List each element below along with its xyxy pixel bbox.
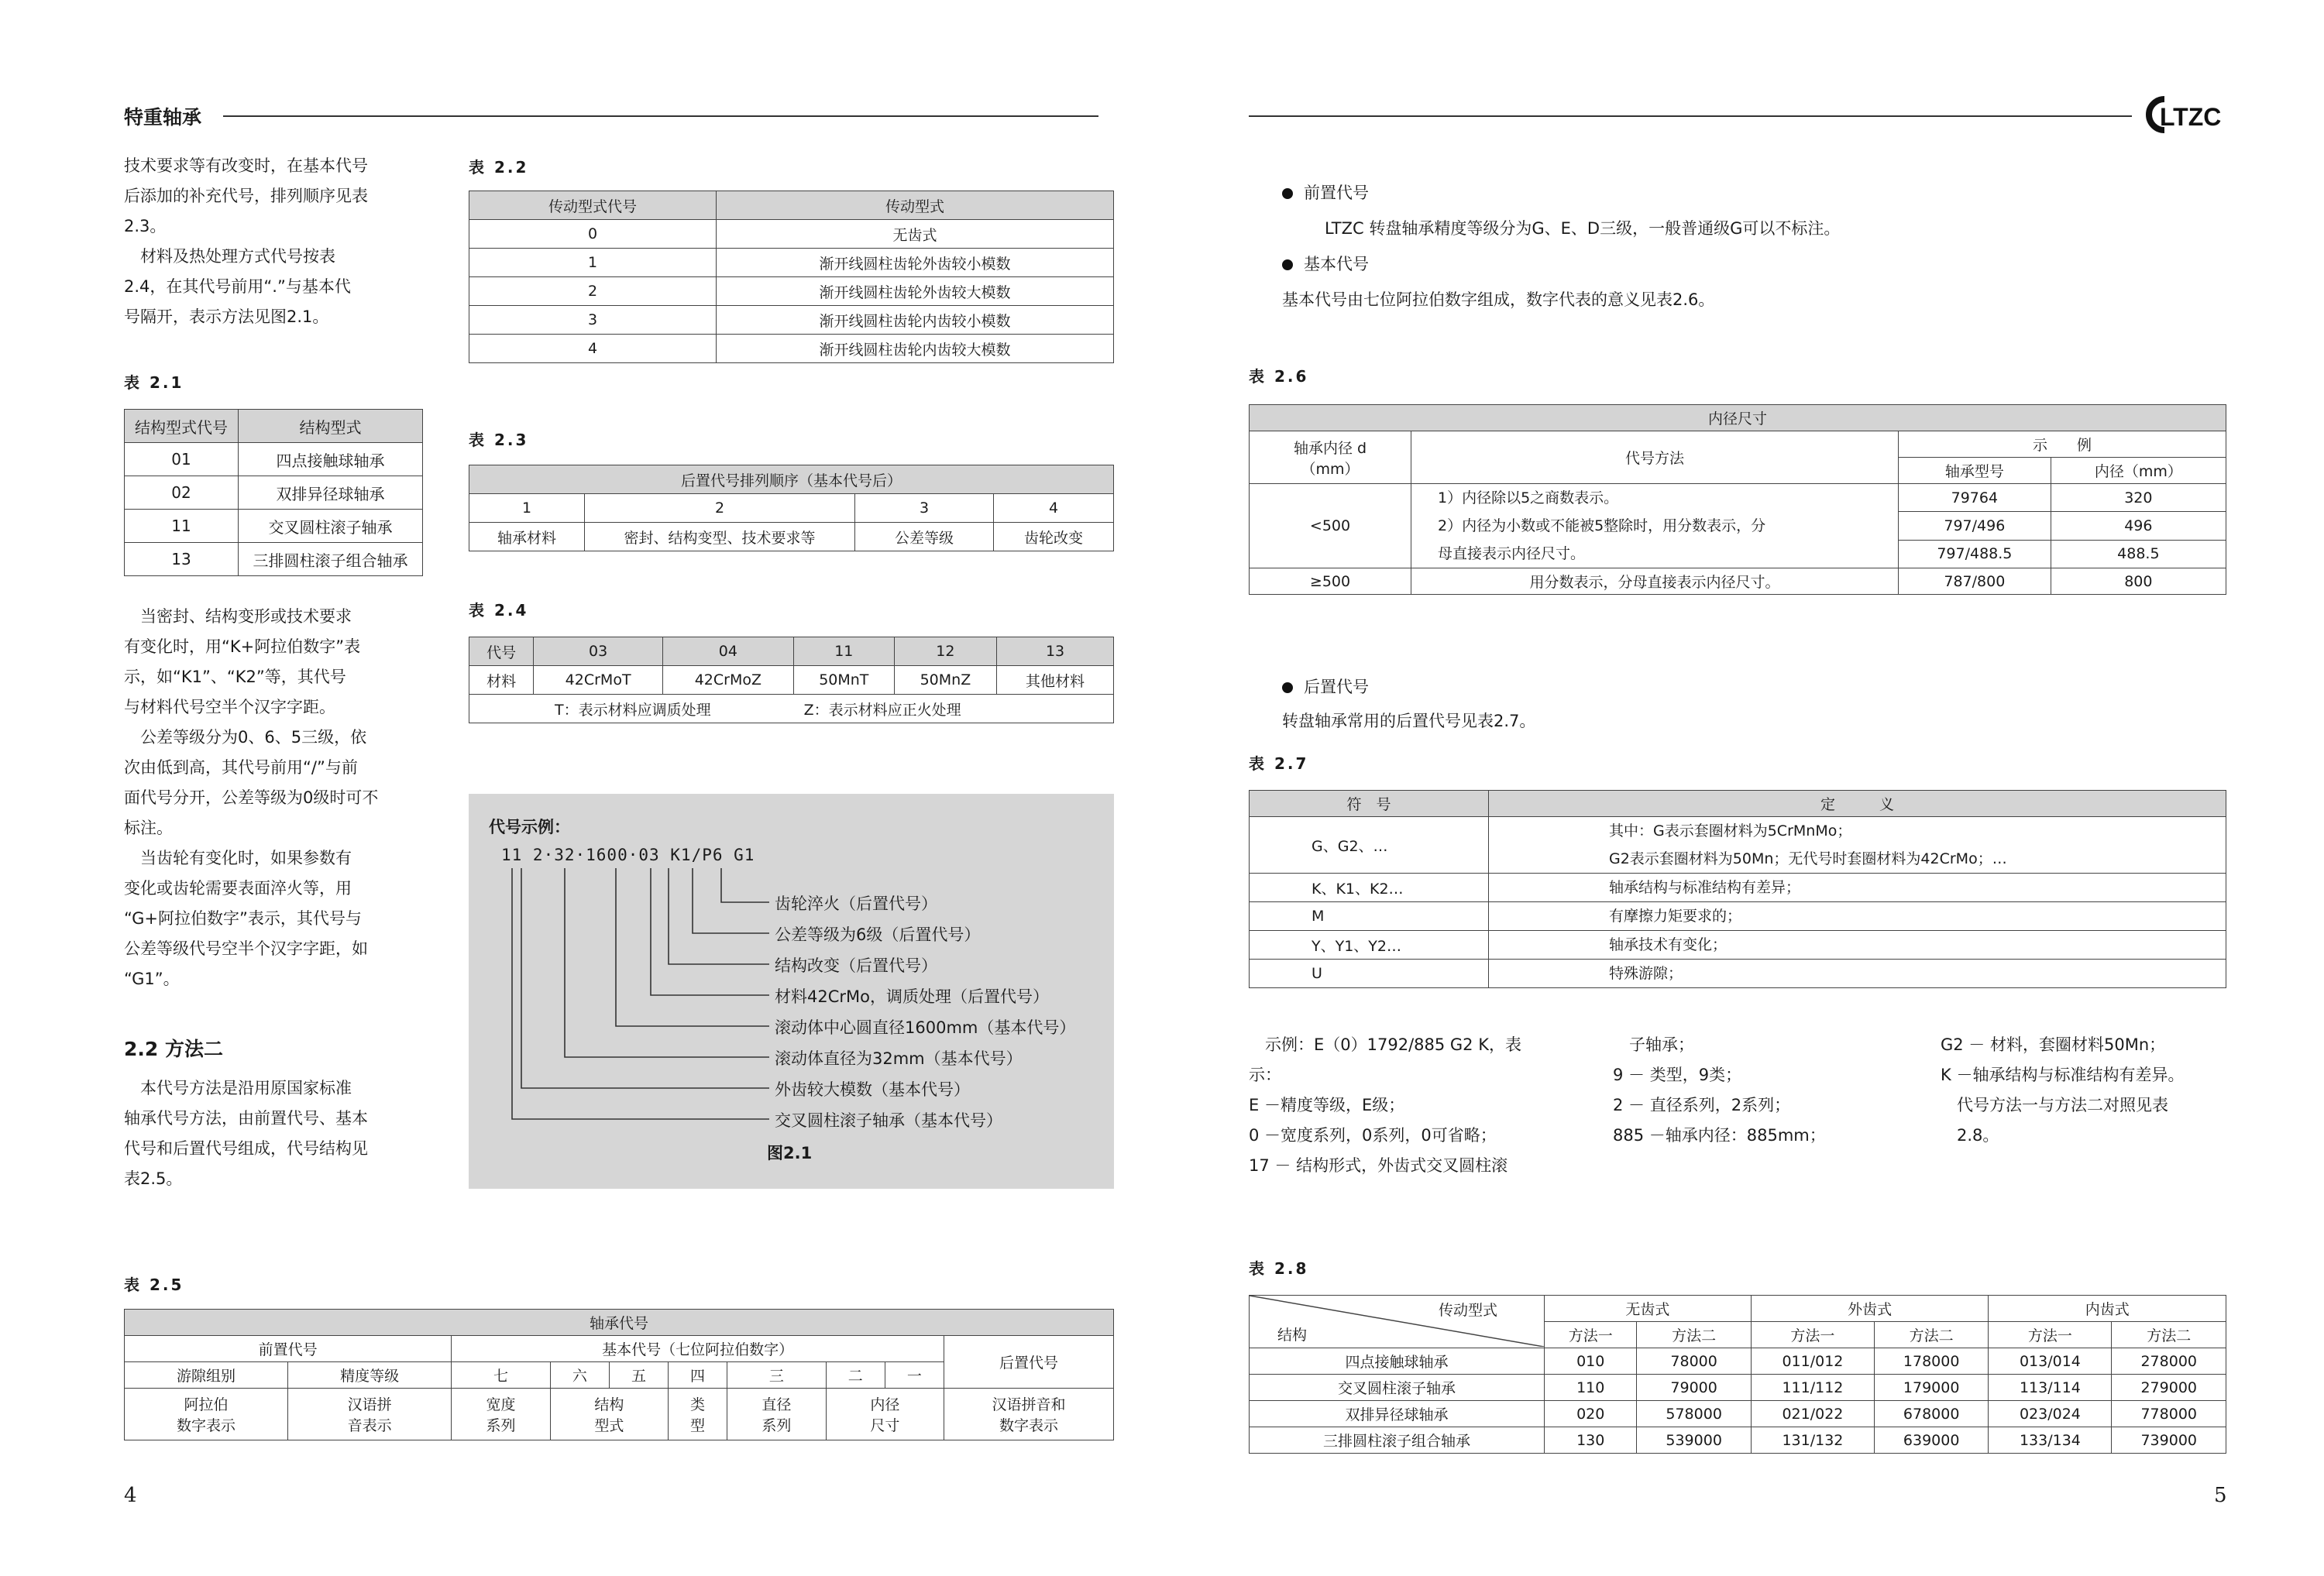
table-cell: 010 — [1545, 1348, 1637, 1375]
table-header-cell: 外齿式 — [1751, 1296, 1989, 1322]
figure-code: 11 2·32·1600·03 K1/P6 G1 — [501, 846, 755, 864]
table-cell: 011/012 — [1751, 1348, 1874, 1375]
table-cell: 直径 系列 — [727, 1389, 827, 1440]
text-line: 代号方法一与方法二对照见表 — [1941, 1096, 2168, 1114]
table-cell: 特殊游隙； — [1489, 960, 2226, 988]
table-cell: 320 — [2051, 484, 2226, 512]
table-cell: 结构 型式 — [550, 1389, 668, 1440]
table-cell: 轴承材料 — [469, 523, 585, 551]
suffix-bullet: 后置代号 — [1282, 672, 1369, 702]
table-cell: 2 — [585, 494, 855, 523]
table-cell: 800 — [2051, 568, 2226, 595]
table-row — [1250, 791, 2226, 817]
table-header-cell: 轴承代号 — [125, 1310, 1114, 1336]
text-line: 本代号方法是沿用原国家标准 — [124, 1079, 352, 1097]
text-line: E －精度等级，E级； — [1249, 1096, 1405, 1114]
corner-cell — [1250, 1296, 1545, 1348]
section-heading: 2.2 方法二 — [124, 1038, 223, 1060]
table-2-5 — [124, 1309, 1114, 1440]
table-row — [1250, 1427, 2226, 1454]
table-cell: 轴承技术有变化； — [1489, 931, 2226, 960]
table-2-2 — [469, 191, 1114, 363]
table-header-cell: 方法二 — [2112, 1322, 2226, 1348]
text-line: “G+阿拉伯数字”表示，其代号与 — [124, 909, 362, 928]
table-cell: 130 — [1545, 1427, 1637, 1454]
table-cell: 279000 — [2112, 1375, 2226, 1401]
table-cell: 二 — [826, 1362, 885, 1389]
table-cell: 1）内径除以5之商数表示。 2）内径为小数或不能被5整除时，用分数表示，分 母直接表示内径尺寸。 — [1411, 484, 1899, 568]
table-cell: 渐开线圆柱齿轮内齿较大模数 — [717, 335, 1114, 363]
text-line: 示，如“K1”、“K2”等，其代号 — [124, 668, 346, 686]
table-header-cell: 传动型式 — [717, 191, 1114, 220]
table-row — [1250, 1375, 2226, 1401]
table-row — [125, 1389, 1114, 1440]
table-cell: 汉语拼音和 数字表示 — [944, 1389, 1114, 1440]
table-cell: 示 例 — [1899, 431, 2226, 458]
basic-text: 基本代号由七位阿拉伯数字组成，数字代表的意义见表2.6。 — [1282, 290, 1715, 309]
table-cell: 797/496 — [1899, 512, 2051, 540]
table-2-7-caption: 表 2.7 — [1249, 754, 1309, 773]
table-cell: 50MnT — [793, 666, 894, 695]
figure-label: 齿轮淬火（后置代号） — [775, 894, 937, 913]
table-header-cell: 后置代号排列顺序（基本代号后） — [469, 465, 1114, 494]
text-line: 技术要求等有改变时，在基本代号 — [124, 156, 368, 175]
table-cell: ≥500 — [1250, 568, 1411, 595]
table-row — [1250, 431, 2226, 458]
basic-bullet: 基本代号 — [1282, 249, 1369, 280]
text-line: 有变化时，用“K+阿拉伯数字”表 — [124, 637, 361, 656]
example-column-3 — [1941, 1030, 2235, 1151]
table-cell: 其中：G表示套圈材料为5CrMnMo； G2表示套圈材料为50Mn；无代号时套圈材料为42CrMo；… — [1489, 817, 2226, 874]
table-row — [1250, 1296, 2226, 1322]
table-cell: 1 — [469, 249, 717, 277]
text-line: 面代号分开，公差等级为0级时可不 — [124, 788, 379, 807]
table-row — [469, 695, 1114, 723]
table-cell: 渐开线圆柱齿轮内齿较小模数 — [717, 306, 1114, 335]
text-line: 当密封、结构变形或技术要求 — [124, 607, 352, 626]
table-2-6-caption: 表 2.6 — [1249, 367, 1309, 386]
table-cell: G、G2、… — [1250, 817, 1489, 874]
figure-title: 代号示例： — [489, 818, 570, 836]
table-header-cell: 方法一 — [1989, 1322, 2112, 1348]
table-cell: 其他材料 — [997, 666, 1114, 695]
table-cell: 内径（mm） — [2051, 458, 2226, 484]
table-cell: 四点接触球轴承 — [1250, 1348, 1545, 1375]
table-cell: 13 — [125, 543, 239, 576]
table-cell: 639000 — [1874, 1427, 1988, 1454]
table-cell: 578000 — [1637, 1401, 1751, 1427]
table-header-cell: 结构型式代号 — [125, 410, 239, 443]
text-line: 后添加的补充代号，排列顺序见表 — [124, 187, 368, 205]
table-cell: 六 — [550, 1362, 609, 1389]
table-row — [469, 191, 1114, 220]
text-line: 2.8。 — [1941, 1126, 1999, 1145]
figure-label: 滚动体直径为32mm（基本代号） — [775, 1049, 1023, 1068]
text-line: 表2.5。 — [124, 1169, 183, 1188]
table-cell: 11 — [125, 510, 239, 543]
table-2-3 — [469, 465, 1114, 551]
table-cell: 五 — [609, 1362, 668, 1389]
table-cell: 113/114 — [1989, 1375, 2112, 1401]
text-line: 2.3。 — [124, 217, 167, 235]
table-cell: 79000 — [1637, 1375, 1751, 1401]
example-column-2 — [1613, 1030, 1923, 1151]
table-cell — [469, 695, 1114, 723]
table-row — [469, 277, 1114, 306]
table-cell: 双排异径球轴承 — [238, 476, 422, 510]
table-cell: 539000 — [1637, 1427, 1751, 1454]
table-cell: 前置代号 — [125, 1336, 452, 1362]
table-cell: 三排圆柱滚子组合轴承 — [1250, 1427, 1545, 1454]
table-row — [125, 510, 423, 543]
table-row — [1250, 817, 2226, 874]
example-column-1 — [1249, 1030, 1574, 1181]
table-cell: 021/022 — [1751, 1401, 1874, 1427]
table-header-cell: 11 — [793, 637, 894, 666]
table-row — [125, 543, 423, 576]
table-row — [469, 666, 1114, 695]
table-header-cell: 符 号 — [1250, 791, 1489, 817]
table-row — [125, 410, 423, 443]
table-cell: 渐开线圆柱齿轮外齿较小模数 — [717, 249, 1114, 277]
text-line: “G1”。 — [124, 970, 180, 988]
table-2-8 — [1249, 1295, 2226, 1454]
figure-label: 公差等级为6级（后置代号） — [775, 925, 981, 944]
table-cell: 778000 — [2112, 1401, 2226, 1427]
header-rule-right — [1249, 115, 2132, 117]
text-line: 公差等级分为0、6、5三级，依 — [124, 728, 367, 747]
table-cell: 020 — [1545, 1401, 1637, 1427]
table-cell: 013/014 — [1989, 1348, 2112, 1375]
table-header-cell: 内径尺寸 — [1250, 405, 2226, 431]
body-paragraph — [124, 602, 434, 994]
table-cell: 三 — [727, 1362, 827, 1389]
section-paragraph — [124, 1073, 434, 1194]
page-number-left: 4 — [124, 1484, 137, 1507]
table-row — [1250, 874, 2226, 902]
table-cell: 阿拉伯 数字表示 — [125, 1389, 288, 1440]
table-cell: 179000 — [1874, 1375, 1988, 1401]
bullet-icon — [1282, 188, 1293, 199]
text-line: 9 － 类型，9类； — [1613, 1066, 1742, 1084]
table-cell: 四 — [668, 1362, 727, 1389]
table-cell: 1 — [469, 494, 585, 523]
table-header-cell: 03 — [534, 637, 663, 666]
table-2-5-caption: 表 2.5 — [124, 1276, 184, 1294]
table-cell: 密封、结构变型、技术要求等 — [585, 523, 855, 551]
table-cell: 代号方法 — [1411, 431, 1899, 484]
table-cell: 488.5 — [2051, 540, 2226, 568]
table-row — [125, 1336, 1114, 1362]
table-cell: 交叉圆柱滚子轴承 — [238, 510, 422, 543]
note-z: Z：表示材料应正火处理 — [803, 701, 961, 719]
table-cell: 787/800 — [1899, 568, 2051, 595]
table-cell: Y、Y1、Y2… — [1250, 931, 1489, 960]
table-cell: 精度等级 — [288, 1362, 452, 1389]
table-2-4 — [469, 637, 1114, 723]
table-cell: 无齿式 — [717, 220, 1114, 249]
page-number-right: 5 — [2214, 1484, 2227, 1507]
figure-label: 交叉圆柱滚子轴承（基本代号） — [775, 1111, 1002, 1130]
table-row — [1250, 1348, 2226, 1375]
table-cell: 类 型 — [668, 1389, 727, 1440]
svg-text:LTZC: LTZC — [2160, 103, 2222, 131]
table-cell: 4 — [994, 494, 1114, 523]
figure-label: 滚动体中心圆直径1600mm（基本代号） — [775, 1018, 1076, 1037]
table-cell: 111/112 — [1751, 1375, 1874, 1401]
ltzc-logo — [2144, 93, 2223, 136]
table-header-cell: 12 — [894, 637, 996, 666]
table-header-cell: 方法二 — [1874, 1322, 1988, 1348]
figure-caption: 图2.1 — [767, 1144, 813, 1162]
table-header-cell: 结构型式 — [238, 410, 422, 443]
table-cell: 4 — [469, 335, 717, 363]
table-cell: 3 — [469, 306, 717, 335]
table-cell: 42CrMoZ — [662, 666, 793, 695]
text-line: 2.4，在其代号前用“.”与基本代 — [124, 277, 351, 296]
table-row — [1250, 931, 2226, 960]
table-cell: 七 — [452, 1362, 551, 1389]
text-line: 标注。 — [124, 819, 173, 837]
table-cell: 50MnZ — [894, 666, 996, 695]
table-cell: M — [1250, 902, 1489, 931]
table-cell: 游隙组别 — [125, 1362, 288, 1389]
table-cell: 有摩擦力矩要求的； — [1489, 902, 2226, 931]
table-row — [469, 220, 1114, 249]
table-cell: 01 — [125, 443, 239, 476]
table-header-cell: 13 — [997, 637, 1114, 666]
bullet-icon — [1282, 682, 1293, 693]
table-cell: 131/132 — [1751, 1427, 1874, 1454]
text-line: 示： — [1249, 1066, 1281, 1084]
text-line: 2 － 直径系列，2系列； — [1613, 1096, 1791, 1114]
table-header-cell: 04 — [662, 637, 793, 666]
table-cell: <500 — [1250, 484, 1411, 568]
table-cell: U — [1250, 960, 1489, 988]
header-rule — [223, 115, 1098, 117]
table-cell: 材料 — [469, 666, 534, 695]
text-line: 17 － 结构形式，外齿式交叉圆柱滚 — [1249, 1156, 1508, 1175]
table-header-cell: 方法一 — [1751, 1322, 1874, 1348]
table-cell: 双排异径球轴承 — [1250, 1401, 1545, 1427]
table-cell: 公差等级 — [855, 523, 994, 551]
intro-paragraph — [124, 151, 426, 332]
table-row — [125, 476, 423, 510]
table-cell: 后置代号 — [944, 1336, 1114, 1389]
table-cell: 齿轮改变 — [994, 523, 1114, 551]
text-line: 示例：E（0）1792/885 G2 K，表 — [1249, 1035, 1521, 1054]
table-row — [469, 494, 1114, 523]
table-2-3-caption: 表 2.3 — [469, 431, 529, 449]
table-row — [469, 465, 1114, 494]
table-row — [469, 306, 1114, 335]
table-cell: 交叉圆柱滚子轴承 — [1250, 1375, 1545, 1401]
table-cell: 2 — [469, 277, 717, 306]
table-header-cell: 传动型式代号 — [469, 191, 717, 220]
table-cell: 023/024 — [1989, 1401, 2112, 1427]
table-row — [125, 443, 423, 476]
table-cell: 133/134 — [1989, 1427, 2112, 1454]
text-line: 轴承代号方法，由前置代号、基本 — [124, 1109, 368, 1128]
prefix-bullet: 前置代号 — [1282, 178, 1369, 208]
table-cell: 178000 — [1874, 1348, 1988, 1375]
table-cell: 内径 尺寸 — [826, 1389, 944, 1440]
table-header-cell: 内齿式 — [1989, 1296, 2226, 1322]
table-cell: 278000 — [2112, 1348, 2226, 1375]
table-header-cell: 代号 — [469, 637, 534, 666]
text-line: K －轴承结构与标准结构有差异。 — [1941, 1066, 2185, 1084]
table-cell: 79764 — [1899, 484, 2051, 512]
table-row — [1250, 1401, 2226, 1427]
table-2-1-caption: 表 2.1 — [124, 373, 184, 392]
table-cell: 78000 — [1637, 1348, 1751, 1375]
table-cell: 轴承型号 — [1899, 458, 2051, 484]
table-row — [469, 523, 1114, 551]
text-line: 号隔开，表示方法见图2.1。 — [124, 307, 329, 326]
table-row — [1250, 484, 2226, 512]
table-cell: 496 — [2051, 512, 2226, 540]
table-2-1 — [124, 409, 423, 576]
suffix-text: 转盘轴承常用的后置代号见表2.7。 — [1282, 712, 1536, 730]
text-line: 变化或齿轮需要表面淬火等，用 — [124, 879, 352, 898]
corner-bottom-label: 结构 — [1277, 1327, 1308, 1344]
text-line: 材料及热处理方式代号按表 — [124, 247, 335, 266]
table-header-cell: 方法一 — [1545, 1322, 1637, 1348]
text-line: 当齿轮有变化时，如果参数有 — [124, 849, 352, 867]
table-cell: K、K1、K2… — [1250, 874, 1489, 902]
table-row — [125, 1310, 1114, 1336]
table-cell: 三排圆柱滚子组合轴承 — [238, 543, 422, 576]
table-row — [1250, 902, 2226, 931]
table-cell: 一 — [885, 1362, 944, 1389]
text-line: 次由低到高，其代号前用“/”与前 — [124, 758, 358, 777]
text-line: 公差等级代号空半个汉字字距，如 — [124, 939, 368, 958]
table-cell: 02 — [125, 476, 239, 510]
table-header-cell: 方法二 — [1637, 1322, 1751, 1348]
table-2-2-caption: 表 2.2 — [469, 158, 529, 177]
table-row — [1250, 405, 2226, 431]
note-t: T：表示材料应调质处理 — [555, 701, 711, 719]
table-cell: 轴承内径 d （mm） — [1250, 431, 1411, 484]
text-line: G2 － 材料，套圈材料50Mn； — [1941, 1035, 2166, 1054]
page-header-title: 特重轴承 — [124, 106, 202, 129]
table-cell: 0 — [469, 220, 717, 249]
table-2-4-caption: 表 2.4 — [469, 601, 529, 620]
table-header-cell: 定 义 — [1489, 791, 2226, 817]
table-cell: 3 — [855, 494, 994, 523]
table-2-6 — [1249, 404, 2226, 595]
table-row — [469, 637, 1114, 666]
prefix-text: LTZC 转盘轴承精度等级分为G、E、D三级，一般普通级G可以不标注。 — [1325, 219, 1841, 238]
table-header-cell: 无齿式 — [1545, 1296, 1752, 1322]
table-row — [1250, 568, 2226, 595]
table-cell: 42CrMoT — [534, 666, 663, 695]
figure-label: 材料42CrMo，调质处理（后置代号） — [775, 987, 1049, 1006]
table-cell: 渐开线圆柱齿轮外齿较大模数 — [717, 277, 1114, 306]
text-line: 子轴承； — [1613, 1035, 1694, 1054]
table-cell: 用分数表示，分母直接表示内径尺寸。 — [1411, 568, 1899, 595]
table-cell: 678000 — [1874, 1401, 1988, 1427]
table-cell: 轴承结构与标准结构有差异； — [1489, 874, 2226, 902]
figure-2-1 — [469, 794, 1114, 1189]
table-cell: 797/488.5 — [1899, 540, 2051, 568]
corner-top-label: 传动型式 — [1438, 1302, 1497, 1319]
table-row — [469, 335, 1114, 363]
table-cell: 739000 — [2112, 1427, 2226, 1454]
figure-label: 结构改变（后置代号） — [775, 956, 937, 975]
text-line: 885 －轴承内径：885mm； — [1613, 1126, 1826, 1145]
bullet-icon — [1282, 259, 1293, 270]
table-2-7 — [1249, 790, 2226, 988]
figure-label: 外齿较大模数（基本代号） — [775, 1080, 970, 1099]
table-2-8-caption: 表 2.8 — [1249, 1259, 1309, 1278]
table-row — [1250, 960, 2226, 988]
table-cell: 基本代号（七位阿拉伯数字） — [452, 1336, 944, 1362]
table-cell: 宽度 系列 — [452, 1389, 551, 1440]
table-row — [469, 249, 1114, 277]
table-cell: 汉语拼 音表示 — [288, 1389, 452, 1440]
table-cell: 四点接触球轴承 — [238, 443, 422, 476]
text-line: 0 －宽度系列，0系列，0可省略； — [1249, 1126, 1497, 1145]
text-line: 代号和后置代号组成，代号结构见 — [124, 1139, 368, 1158]
table-cell: 110 — [1545, 1375, 1637, 1401]
text-line: 与材料代号空半个汉字字距。 — [124, 698, 335, 716]
